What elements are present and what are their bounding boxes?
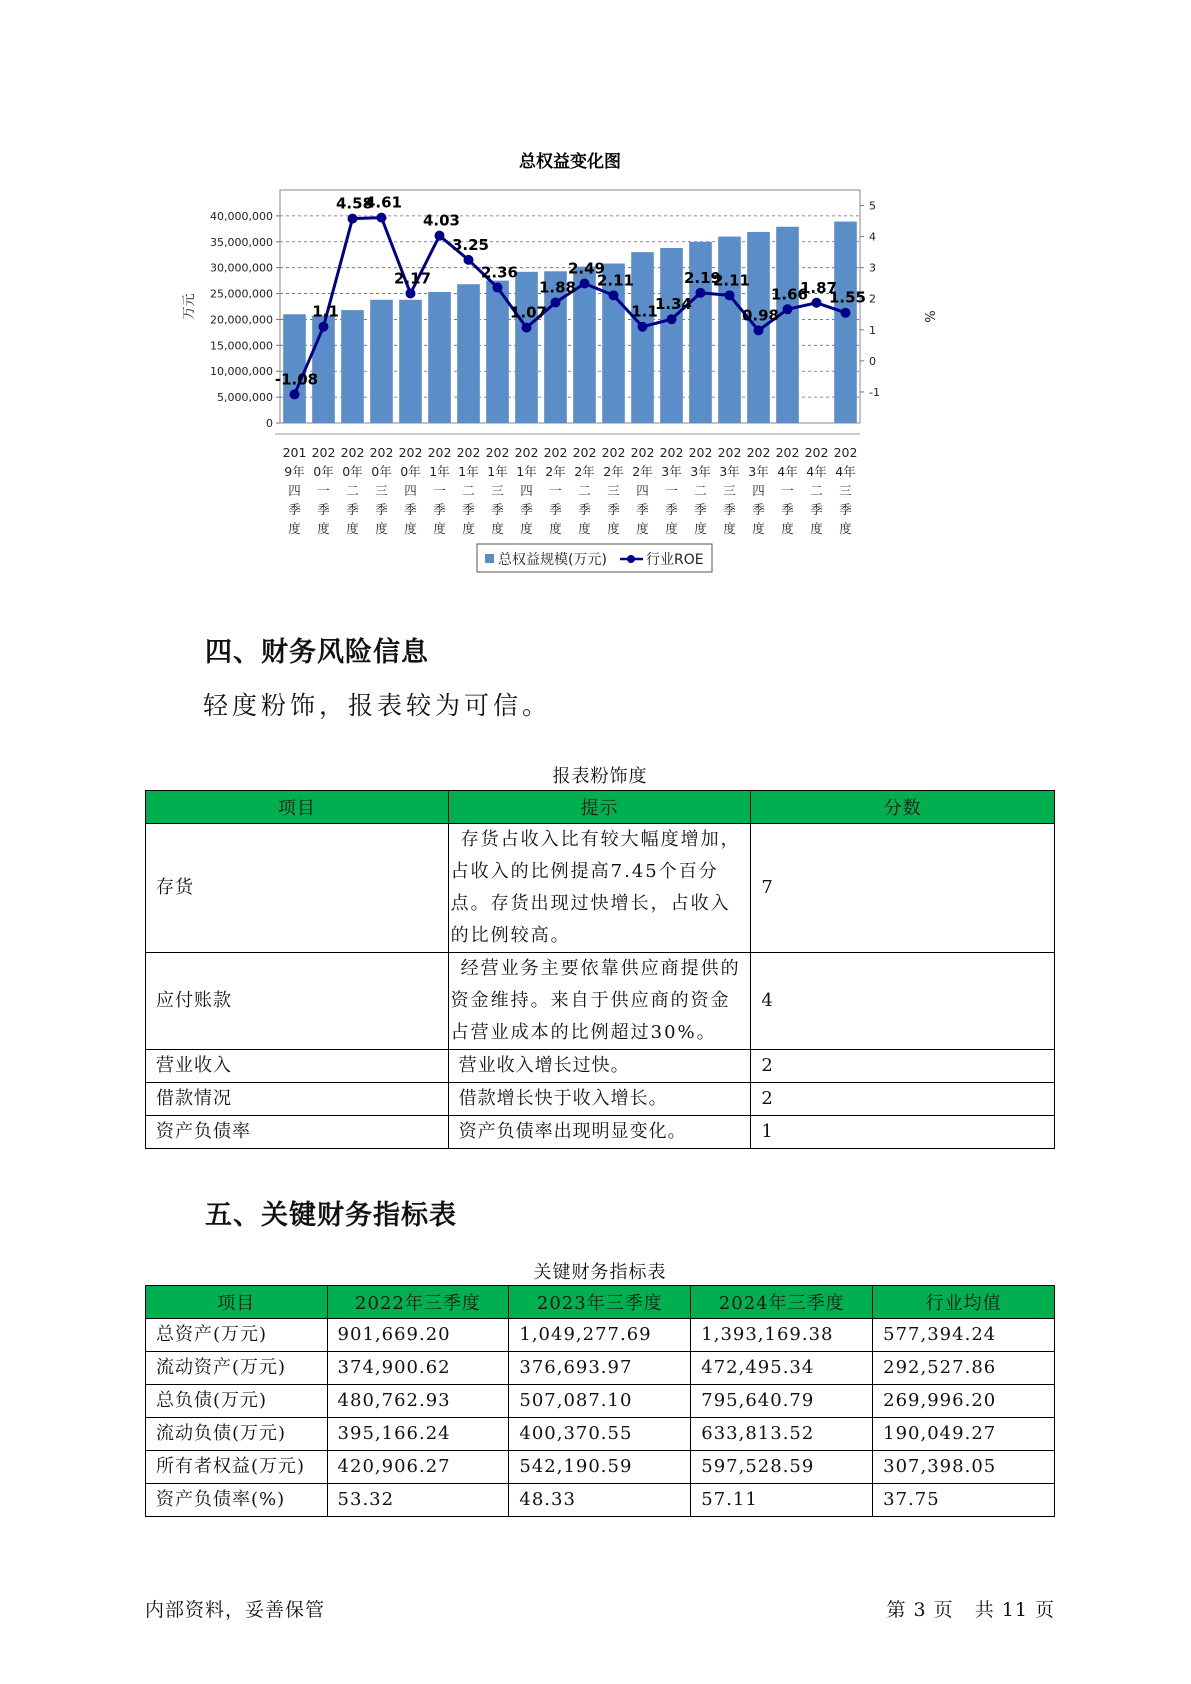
cell: 总资产(万元): [146, 1319, 328, 1352]
cell: 292,527.86: [873, 1352, 1055, 1385]
key-metrics-table-caption: 关键财务指标表: [533, 1262, 667, 1283]
bar: [370, 300, 393, 423]
roe-point: [609, 290, 619, 300]
table-header-row: [146, 791, 1055, 824]
x-tick-label: 202 1年三季度: [485, 445, 510, 536]
bar: [834, 222, 857, 423]
bar: [399, 300, 422, 423]
cell: 472,495.34: [691, 1352, 873, 1385]
roe-point: [493, 283, 503, 293]
table-row: [146, 1385, 1055, 1418]
bar: [457, 284, 480, 423]
cell: 395,166.24: [327, 1418, 509, 1451]
footer-confidential-note: 内部资料，妥善保管: [145, 1599, 326, 1621]
x-tick-label: 202 4年一季度: [775, 445, 800, 536]
bar: [341, 310, 364, 423]
y-left-tick-label: 40,000,000: [210, 209, 273, 223]
bar: [486, 281, 509, 423]
y-right-tick-label: 2: [869, 292, 876, 306]
y-right-axis-label: %: [921, 310, 936, 323]
cell: 400,370.55: [509, 1418, 691, 1451]
cell: 633,813.52: [691, 1418, 873, 1451]
roe-data-label: 3.25: [451, 235, 490, 254]
bar: [718, 237, 741, 423]
equity-change-chart: [165, 140, 965, 600]
row-score: 4: [751, 953, 1055, 1050]
section5-heading: 五、关键财务指标表: [205, 1200, 457, 1231]
roe-data-label: 2.49: [567, 259, 606, 278]
roe-data-label: 1.1: [312, 302, 339, 321]
bar: [776, 227, 799, 423]
roe-data-label: 2.36: [480, 263, 519, 282]
legend-line-label: 行业ROE: [646, 552, 704, 568]
roe-point: [377, 213, 387, 223]
cell: 542,190.59: [509, 1451, 691, 1484]
table-row: [146, 1083, 1055, 1116]
whitewash-table: [145, 790, 1055, 1149]
y-left-tick-label: 30,000,000: [210, 261, 273, 275]
table-row: [146, 824, 1055, 953]
cell: 597,528.59: [691, 1451, 873, 1484]
roe-data-label: 1.34: [654, 295, 693, 314]
x-tick-label: 202 3年二季度: [688, 445, 713, 536]
row-item: 应付账款: [146, 953, 449, 1050]
roe-point: [783, 304, 793, 314]
chart-title: 总权益变化图: [519, 152, 621, 172]
y-left-tick-label: 35,000,000: [210, 235, 273, 249]
roe-point: [290, 389, 300, 399]
x-tick-label: 202 3年四季度: [746, 445, 771, 536]
y-right-tick-label: -1: [869, 385, 880, 399]
roe-point: [551, 297, 561, 307]
table-row: [146, 1418, 1055, 1451]
x-tick-label: 202 1年二季度: [456, 445, 481, 536]
y-right-tick-label: 5: [869, 199, 876, 213]
y-left-tick-label: 0: [266, 417, 273, 430]
cell: 376,693.97: [509, 1352, 691, 1385]
roe-data-label: 2.11: [596, 271, 635, 290]
row-item: 营业收入: [146, 1050, 449, 1083]
row-item: 借款情况: [146, 1083, 449, 1116]
col-header-item: 项目: [146, 1286, 328, 1319]
y-right-tick-label: 4: [869, 230, 876, 244]
roe-data-label: 2.17: [393, 269, 432, 288]
table-row: [146, 1050, 1055, 1083]
table-header-row: [146, 1286, 1055, 1319]
cell: 190,049.27: [873, 1418, 1055, 1451]
roe-point: [638, 322, 648, 332]
key-metrics-table: [145, 1285, 1055, 1517]
row-tip: 资产负债率出现明显变化。: [448, 1116, 751, 1149]
section4-lead: 轻度粉饰，报表较为可信。: [203, 691, 552, 720]
col-header-2022q3: 2022年三季度: [327, 1286, 509, 1319]
y-left-tick-label: 5,000,000: [217, 391, 273, 405]
x-tick-label: 202 3年三季度: [717, 445, 742, 536]
cell: 1,393,169.38: [691, 1319, 873, 1352]
cell: 507,087.10: [509, 1385, 691, 1418]
roe-point: [464, 255, 474, 265]
y-right-tick-label: 3: [869, 261, 876, 275]
table-row: [146, 1484, 1055, 1517]
legend-bar-swatch: [485, 554, 494, 563]
cell: 53.32: [327, 1484, 509, 1517]
cell: 307,398.05: [873, 1451, 1055, 1484]
x-tick-label: 202 0年四季度: [398, 445, 423, 536]
row-tip: 借款增长快于收入增长。: [448, 1083, 751, 1116]
row-score: 1: [751, 1116, 1055, 1149]
table-row: [146, 1352, 1055, 1385]
whitewash-table-caption: 报表粉饰度: [552, 766, 648, 787]
roe-data-label: 1.1: [631, 302, 658, 321]
roe-data-label: 0.98: [741, 306, 780, 325]
roe-data-label: 2.11: [712, 271, 751, 290]
x-tick-label: 202 0年三季度: [369, 445, 394, 536]
roe-data-label: 2.19: [683, 268, 722, 287]
y-left-tick-label: 10,000,000: [210, 365, 273, 379]
bar: [428, 292, 451, 423]
col-header-score: 分数: [751, 791, 1055, 824]
x-tick-label: 202 2年三季度: [601, 445, 626, 536]
table-row: [146, 1451, 1055, 1484]
legend-line-marker: [627, 555, 635, 563]
roe-data-label: 4.58: [335, 194, 374, 213]
y-left-tick-label: 20,000,000: [210, 313, 273, 327]
cell: 420,906.27: [327, 1451, 509, 1484]
x-tick-label: 202 2年一季度: [543, 445, 568, 536]
roe-point: [812, 298, 822, 308]
bar: [515, 272, 538, 423]
roe-point: [696, 288, 706, 298]
roe-data-label: -1.08: [274, 370, 319, 389]
bar: [631, 252, 654, 423]
roe-point: [435, 231, 445, 241]
footer-page-number: 第 3 页 共 11 页: [886, 1599, 1055, 1621]
col-header-2024q3: 2024年三季度: [691, 1286, 873, 1319]
cell: 577,394.24: [873, 1319, 1055, 1352]
row-score: 2: [751, 1083, 1055, 1116]
x-tick-label: 202 3年一季度: [659, 445, 684, 536]
cell: 374,900.62: [327, 1352, 509, 1385]
bar: [283, 314, 306, 423]
section4-heading: 四、财务风险信息: [205, 637, 429, 668]
cell: 48.33: [509, 1484, 691, 1517]
roe-data-label: 4.03: [422, 211, 461, 230]
roe-point: [319, 322, 329, 332]
x-tick-label: 202 0年二季度: [340, 445, 365, 536]
roe-point: [725, 290, 735, 300]
x-tick-label: 201 9年四季度: [282, 445, 307, 536]
x-tick-label: 202 4年二季度: [804, 445, 829, 536]
roe-point: [406, 288, 416, 298]
row-score: 2: [751, 1050, 1055, 1083]
row-tip: 经营业务主要依靠供应商提供的资金维持。来自于供应商的资金占营业成本的比例超过30%。: [448, 953, 751, 1050]
roe-data-label: 1.66: [770, 285, 809, 304]
roe-point: [522, 323, 532, 333]
y-right-tick-label: 0: [869, 354, 876, 368]
table-row: [146, 1116, 1055, 1149]
cell: 总负债(万元): [146, 1385, 328, 1418]
x-tick-label: 202 0年一季度: [311, 445, 336, 536]
roe-data-label: 1.55: [828, 288, 867, 307]
cell: 480,762.93: [327, 1385, 509, 1418]
row-score: 7: [751, 824, 1055, 953]
cell: 795,640.79: [691, 1385, 873, 1418]
x-tick-label: 202 1年四季度: [514, 445, 539, 536]
roe-point: [754, 325, 764, 335]
cell: 269,996.20: [873, 1385, 1055, 1418]
x-tick-label: 202 2年四季度: [630, 445, 655, 536]
y-left-tick-label: 25,000,000: [210, 287, 273, 301]
y-left-axis-label: 万元: [182, 293, 197, 320]
roe-data-label: 1.88: [538, 278, 577, 297]
col-header-item: 项目: [146, 791, 449, 824]
row-tip: 存货占收入比有较大幅度增加，占收入的比例提高7.45个百分点。存货出现过快增长，占收入的比例较高。: [448, 824, 751, 953]
row-tip: 营业收入增长过快。: [448, 1050, 751, 1083]
roe-data-label: 1.87: [799, 278, 838, 297]
roe-data-label: 1.07: [509, 303, 548, 322]
roe-point: [667, 314, 677, 324]
x-tick-label: 202 2年二季度: [572, 445, 597, 536]
cell: 所有者权益(万元): [146, 1451, 328, 1484]
table-row: [146, 953, 1055, 1050]
table-row: [146, 1319, 1055, 1352]
x-tick-label: 202 1年一季度: [427, 445, 452, 536]
roe-data-label: 4.61: [364, 193, 403, 212]
y-left-tick-label: 15,000,000: [210, 339, 273, 353]
row-item: 存货: [146, 824, 449, 953]
legend-bar-label: 总权益规模(万元): [498, 552, 607, 568]
roe-point: [348, 214, 358, 224]
cell: 57.11: [691, 1484, 873, 1517]
col-header-tip: 提示: [448, 791, 751, 824]
row-item: 资产负债率: [146, 1116, 449, 1149]
col-header-industry-avg: 行业均值: [873, 1286, 1055, 1319]
cell: 1,049,277.69: [509, 1319, 691, 1352]
cell: 901,669.20: [327, 1319, 509, 1352]
cell: 37.75: [873, 1484, 1055, 1517]
y-right-tick-label: 1: [869, 323, 876, 337]
x-tick-label: 202 4年三季度: [833, 445, 858, 536]
cell: 流动负债(万元): [146, 1418, 328, 1451]
cell: 流动资产(万元): [146, 1352, 328, 1385]
roe-point: [580, 279, 590, 289]
roe-point: [841, 308, 851, 318]
col-header-2023q3: 2023年三季度: [509, 1286, 691, 1319]
bar: [660, 248, 683, 423]
cell: 资产负债率(%): [146, 1484, 328, 1517]
